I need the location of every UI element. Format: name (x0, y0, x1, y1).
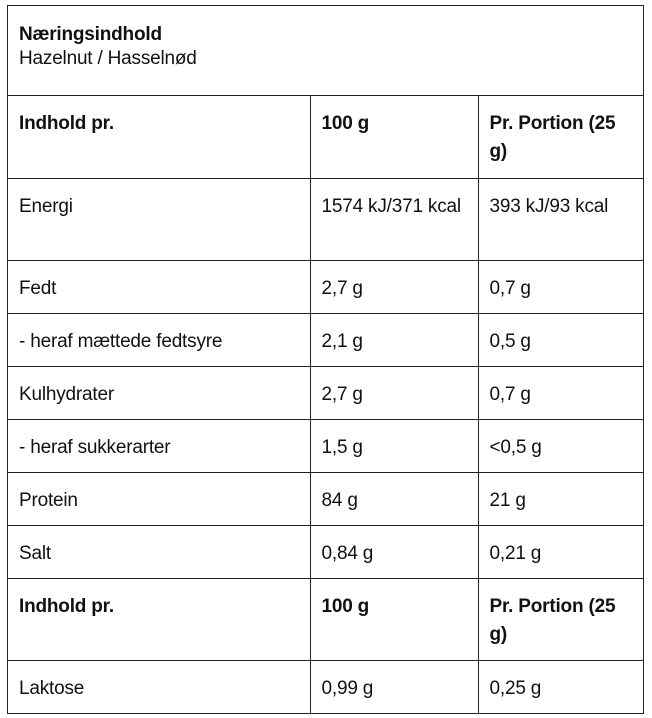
column-header-per-100g: 100 g (310, 578, 478, 660)
table-row (8, 525, 643, 578)
table-row (8, 313, 643, 366)
table-row (8, 472, 643, 525)
table-row (8, 260, 643, 313)
nutrition-title: Næringsindhold (19, 24, 162, 45)
product-name: Hazelnut / Hasselnød (19, 48, 197, 69)
nutrient-name: - heraf mættede fedtsyre (8, 313, 310, 366)
value-per-100g: 1574 kJ/371 kcal (310, 178, 478, 260)
nutrient-name: Protein (8, 472, 310, 525)
nutrition-table (8, 96, 643, 713)
nutrient-name: Laktose (8, 660, 310, 713)
value-per-portion: 393 kJ/93 kcal (478, 178, 643, 260)
column-header-per-portion: Pr. Portion (25 g) (489, 113, 616, 162)
value-per-portion: 0,25 g (478, 660, 643, 713)
table-row (8, 660, 643, 713)
value-per-100g: 2,7 g (310, 260, 478, 313)
table-header-row (8, 578, 643, 660)
nutrition-table-frame (7, 5, 644, 714)
column-header-nutrient: Indhold pr. (8, 96, 310, 178)
nutrition-header (8, 6, 643, 96)
value-per-portion: 0,7 g (478, 260, 643, 313)
nutrient-name: Fedt (8, 260, 310, 313)
value-per-portion: 0,5 g (478, 313, 643, 366)
nutrient-name: Energi (8, 178, 310, 260)
value-per-portion: 0,7 g (478, 366, 643, 419)
value-per-portion: <0,5 g (478, 419, 643, 472)
value-per-portion: 21 g (478, 472, 643, 525)
value-per-100g: 2,1 g (310, 313, 478, 366)
value-per-100g: 2,7 g (310, 366, 478, 419)
column-header-per-portion: Pr. Portion (25 g) (478, 578, 643, 660)
column-header-nutrient: Indhold pr. (8, 578, 310, 660)
table-row (8, 178, 643, 260)
table-row (8, 366, 643, 419)
value-per-100g: 0,84 g (310, 525, 478, 578)
table-row (8, 419, 643, 472)
value-per-portion: 0,21 g (478, 525, 643, 578)
value-per-100g: 1,5 g (310, 419, 478, 472)
nutrient-name: Salt (8, 525, 310, 578)
nutrient-name: Kulhydrater (8, 366, 310, 419)
nutrient-name: - heraf sukkerarter (8, 419, 310, 472)
table-header-row (8, 96, 643, 178)
column-header-per-100g: 100 g (310, 96, 478, 178)
value-per-100g: 0,99 g (310, 660, 478, 713)
value-per-100g: 84 g (310, 472, 478, 525)
